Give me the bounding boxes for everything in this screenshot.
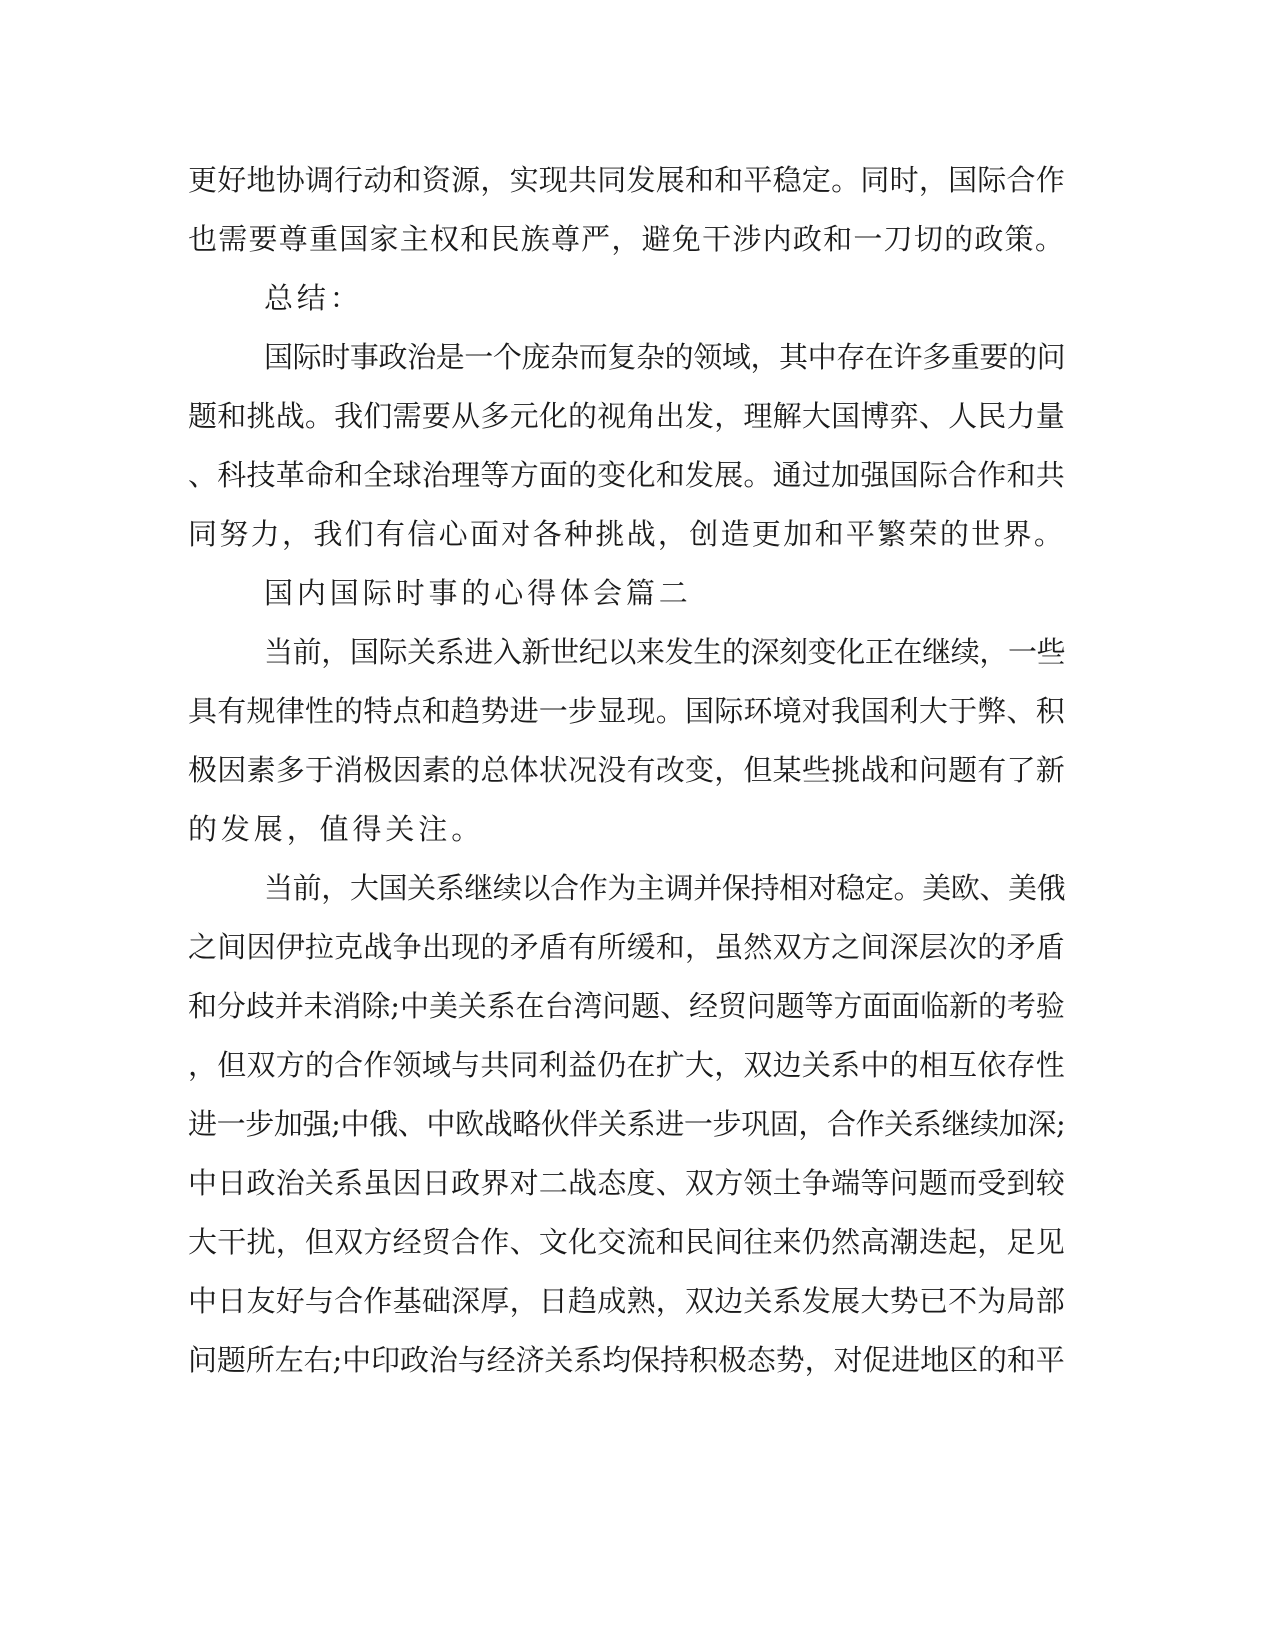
- line-text: 当前，大国关系继续以合作为主调并保持相对稳定。美欧、美俄: [264, 871, 1066, 905]
- paragraph-line: [0, 917, 1275, 977]
- paragraph-line: [0, 1035, 1275, 1095]
- line-text: 中日政治关系虽因日政界对二战态度、双方领土争端等问题而受到较: [188, 1166, 1066, 1200]
- paragraph-line: [0, 1271, 1275, 1331]
- heading-text: 国内国际时事的心得体会篇二: [264, 576, 692, 610]
- paragraph-line: [0, 150, 1275, 210]
- line-text: 进一步加强;中俄、中欧战略伙伴关系进一步巩固，合作关系继续加深;: [188, 1107, 1066, 1141]
- line-text: 和分歧并未消除;中美关系在台湾问题、经贸问题等方面面临新的考验: [188, 989, 1065, 1023]
- paragraph-line: [0, 622, 1275, 682]
- line-text: 同努力，我们有信心面对各种挑战，创造更加和平繁荣的世界。: [188, 517, 1066, 551]
- line-text: 题和挑战。我们需要从多元化的视角出发，理解大国博弈、人民力量: [188, 399, 1066, 433]
- paragraph-line: [0, 1212, 1275, 1272]
- paragraph-line: [0, 386, 1275, 446]
- paragraph-line: [0, 504, 1275, 564]
- paragraph-line: [0, 1330, 1275, 1390]
- paragraph-line: [0, 1094, 1275, 1154]
- line-text: 中日友好与合作基础深厚，日趋成熟，双边关系发展大势已不为局部: [188, 1284, 1066, 1318]
- paragraph-line: [0, 858, 1275, 918]
- paragraph-line: [0, 740, 1275, 800]
- line-text: 更好地协调行动和资源，实现共同发展和和平稳定。同时，国际合作: [188, 163, 1066, 197]
- line-text: 当前，国际关系进入新世纪以来发生的深刻变化正在继续，一些: [264, 635, 1066, 669]
- paragraph-line: [0, 445, 1275, 505]
- line-text: 问题所左右;中印政治与经济关系均保持积极态势，对促进地区的和平: [188, 1343, 1065, 1377]
- section-heading-part-two: [0, 563, 1275, 623]
- line-text: 极因素多于消极因素的总体状况没有改变，但某些挑战和问题有了新: [188, 753, 1066, 787]
- paragraph-line: [0, 799, 1275, 859]
- line-text: 大干扰，但双方经贸合作、文化交流和民间往来仍然高潮迭起，足见: [188, 1225, 1066, 1259]
- line-text: 国际时事政治是一个庞杂而复杂的领域，其中存在许多重要的问: [264, 340, 1066, 374]
- section-heading-summary: [0, 268, 1275, 328]
- line-text: 的发展，值得关注。: [188, 812, 485, 846]
- line-text: ，但双方的合作领域与共同利益仍在扩大，双边关系中的相互依存性: [188, 1048, 1066, 1082]
- paragraph-line: [0, 976, 1275, 1036]
- heading-text: 总结：: [264, 281, 363, 315]
- paragraph-line: [0, 327, 1275, 387]
- line-text: 之间因伊拉克战争出现的矛盾有所缓和，虽然双方之间深层次的矛盾: [188, 930, 1066, 964]
- paragraph-line: [0, 209, 1275, 269]
- paragraph-line: [0, 1153, 1275, 1213]
- line-text: 也需要尊重国家主权和民族尊严，避免干涉内政和一刀切的政策。: [188, 222, 1066, 256]
- line-text: 、科技革命和全球治理等方面的变化和发展。通过加强国际合作和共: [188, 458, 1066, 492]
- line-text: 具有规律性的特点和趋势进一步显现。国际环境对我国利大于弊、积: [188, 694, 1066, 728]
- paragraph-line: [0, 681, 1275, 741]
